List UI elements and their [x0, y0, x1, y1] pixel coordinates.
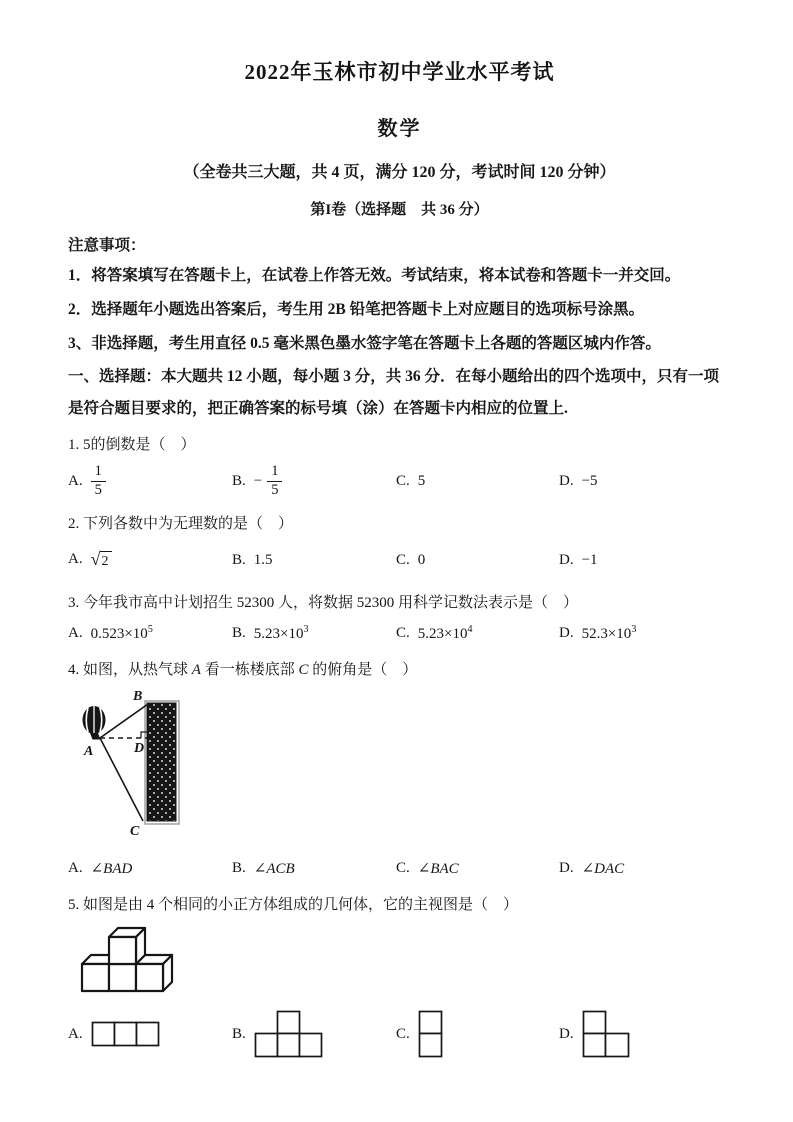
front-view-option-d-shape	[582, 1010, 631, 1059]
cubes-figure	[72, 926, 204, 1001]
question-5-text: 5. 如图是由 4 个相同的小正方体组成的几何体，它的主视图是（ ）	[68, 897, 519, 913]
fraction-denominator: 5	[94, 481, 102, 498]
sci-exponent: 3	[303, 623, 309, 635]
question-5-options	[68, 1005, 731, 1063]
option-label: B.	[232, 1025, 246, 1042]
notice-item-2: 2．选择题年小题选出答案后，考生用 2B 铅笔把答题卡上对应题目的选项标号涂黑。	[68, 301, 645, 318]
q2-option-c	[396, 552, 559, 569]
radicand: 2	[100, 551, 112, 569]
option-label: D.	[559, 859, 574, 876]
option-value: 5	[417, 472, 426, 489]
fraction	[91, 464, 106, 499]
q4-text-pre: 4. 如图，从热气球	[68, 662, 189, 678]
q2-option-b	[232, 552, 396, 569]
q5-option-d	[559, 1010, 731, 1059]
question-4-figure	[72, 687, 731, 839]
q2-option-d	[559, 552, 731, 569]
scientific-notation	[582, 624, 637, 643]
option-label: A.	[68, 551, 83, 568]
sci-base: 52.3×10	[581, 625, 632, 642]
option-label: C.	[396, 859, 410, 876]
q4-option-d	[559, 859, 731, 878]
angle-value	[254, 859, 295, 878]
option-label: D.	[559, 472, 574, 489]
fraction	[267, 464, 282, 499]
front-view-option-c-shape	[418, 1010, 445, 1059]
minus-sign: −	[253, 472, 263, 489]
option-label: A.	[68, 472, 83, 489]
angle-letters: DAC	[594, 860, 625, 877]
q1-option-b	[232, 464, 396, 499]
option-value: −5	[581, 472, 598, 489]
point-label-d: D	[134, 741, 145, 756]
q4-option-a	[68, 859, 232, 878]
angle-letters: ACB	[266, 860, 295, 877]
q3-option-b	[232, 624, 396, 643]
q5-option-b	[232, 1010, 396, 1059]
front-view-option-a-shape	[91, 1020, 161, 1048]
angle-value	[582, 859, 625, 878]
question-3-text: 3. 今年我市高中计划招生 52300 人，将数据 52300 用科学记数法表示是（ ）	[68, 595, 579, 611]
scientific-notation	[91, 624, 153, 643]
exam-meta-line: （全卷共三大题，共 4 页，满分 120 分，考试时间 120 分钟）	[183, 164, 616, 181]
sci-exponent: 3	[631, 623, 637, 635]
option-label: D.	[559, 551, 574, 568]
angle-value	[418, 859, 459, 878]
angle-value	[91, 859, 133, 878]
option-label: D.	[559, 1025, 574, 1042]
option-label: C.	[396, 1025, 410, 1042]
scientific-notation	[254, 624, 309, 643]
cube-stack	[82, 928, 172, 991]
volume-header: 第I卷（选择题 共 36 分）	[310, 202, 489, 218]
angle-sign: ∠	[253, 860, 267, 877]
point-label-a: A	[84, 744, 94, 759]
exam-title: 2022年玉林市初中学业水平考试	[244, 60, 555, 84]
question-1-text: 1. 5的倒数是（ ）	[68, 437, 196, 453]
q1-option-d	[559, 473, 731, 490]
fraction-numerator: 1	[267, 464, 282, 482]
hot-air-balloon-icon	[83, 706, 106, 740]
angle-sign: ∠	[90, 860, 104, 877]
angle-sign: ∠	[417, 860, 431, 877]
fraction-numerator: 1	[91, 464, 106, 482]
notice-item-3: 3、非选择题，考生用直径 0.5 毫米黑色墨水签字笔在答题卡上各题的答题区城内作答。	[68, 335, 661, 352]
angle-sign: ∠	[581, 860, 595, 877]
question-1-options	[68, 458, 731, 504]
sci-base: 5.23×10	[417, 625, 468, 642]
section-one-intro: 一、选择题：本大题共 12 小题，每小题 3 分，共 36 分．在每小题给出的四个选项中，只有一项是符合题目要求的，把正确答案的标号填（涂）在答题卡内相应的位置上.	[68, 368, 720, 417]
square-root	[91, 550, 113, 570]
q5-option-a	[68, 1020, 232, 1048]
q4-var-c: C	[298, 662, 309, 678]
sci-base: 5.23×10	[253, 625, 304, 642]
option-label: B.	[232, 859, 246, 876]
question-4-options	[68, 851, 731, 885]
exam-subject: 数学	[377, 118, 422, 140]
q3-option-a	[68, 624, 232, 643]
option-label: B.	[232, 624, 246, 641]
q1-option-c	[396, 473, 559, 490]
point-label-c: C	[130, 824, 140, 839]
sci-exponent: 4	[467, 623, 473, 635]
option-label: A.	[68, 1025, 83, 1042]
sci-base: 0.523×10	[90, 625, 148, 642]
balloon-building-figure	[72, 687, 204, 839]
q4-text-mid: 看一栋楼底部	[204, 662, 295, 678]
question-5-figure	[72, 926, 731, 1001]
q4-option-b	[232, 859, 396, 878]
q4-var-a: A	[191, 662, 201, 678]
option-value: 0	[417, 551, 426, 568]
option-label: C.	[396, 472, 410, 489]
radical-sign: √	[90, 549, 101, 570]
question-2-options	[68, 537, 731, 583]
notice-item-1: 1．将答案填写在答题卡上，在试卷上作答无效。考试结束，将本试卷和答题卡一并交回。	[68, 267, 681, 284]
option-label: A.	[68, 859, 83, 876]
q2-option-a	[68, 550, 232, 570]
option-label: B.	[232, 551, 246, 568]
building	[147, 703, 176, 821]
option-label: C.	[396, 551, 410, 568]
point-label-b: B	[133, 689, 143, 704]
q1-option-a	[68, 464, 232, 499]
question-2-text: 2. 下列各数中为无理数的是（ ）	[68, 516, 294, 532]
question-4-text	[68, 657, 731, 683]
option-label: A.	[68, 624, 83, 641]
sci-exponent: 5	[147, 623, 153, 635]
angle-letters: BAD	[103, 860, 133, 877]
option-value: 1.5	[253, 551, 273, 568]
option-label: C.	[396, 624, 410, 641]
option-label: B.	[232, 472, 246, 489]
q4-text-post: 的俯角是（ ）	[312, 662, 418, 678]
q3-option-d	[559, 624, 731, 643]
fraction-denominator: 5	[271, 481, 279, 498]
q3-option-c	[396, 624, 559, 643]
front-view-option-b-shape	[254, 1010, 324, 1059]
notice-heading: 注意事项：	[68, 237, 146, 254]
option-value: −1	[581, 551, 598, 568]
question-3-options	[68, 616, 731, 650]
q4-option-c	[396, 859, 559, 878]
scientific-notation	[418, 624, 473, 643]
option-label: D.	[559, 624, 574, 641]
right-angle-mark	[141, 732, 147, 738]
angle-letters: BAC	[430, 860, 459, 877]
q5-option-c	[396, 1010, 559, 1059]
